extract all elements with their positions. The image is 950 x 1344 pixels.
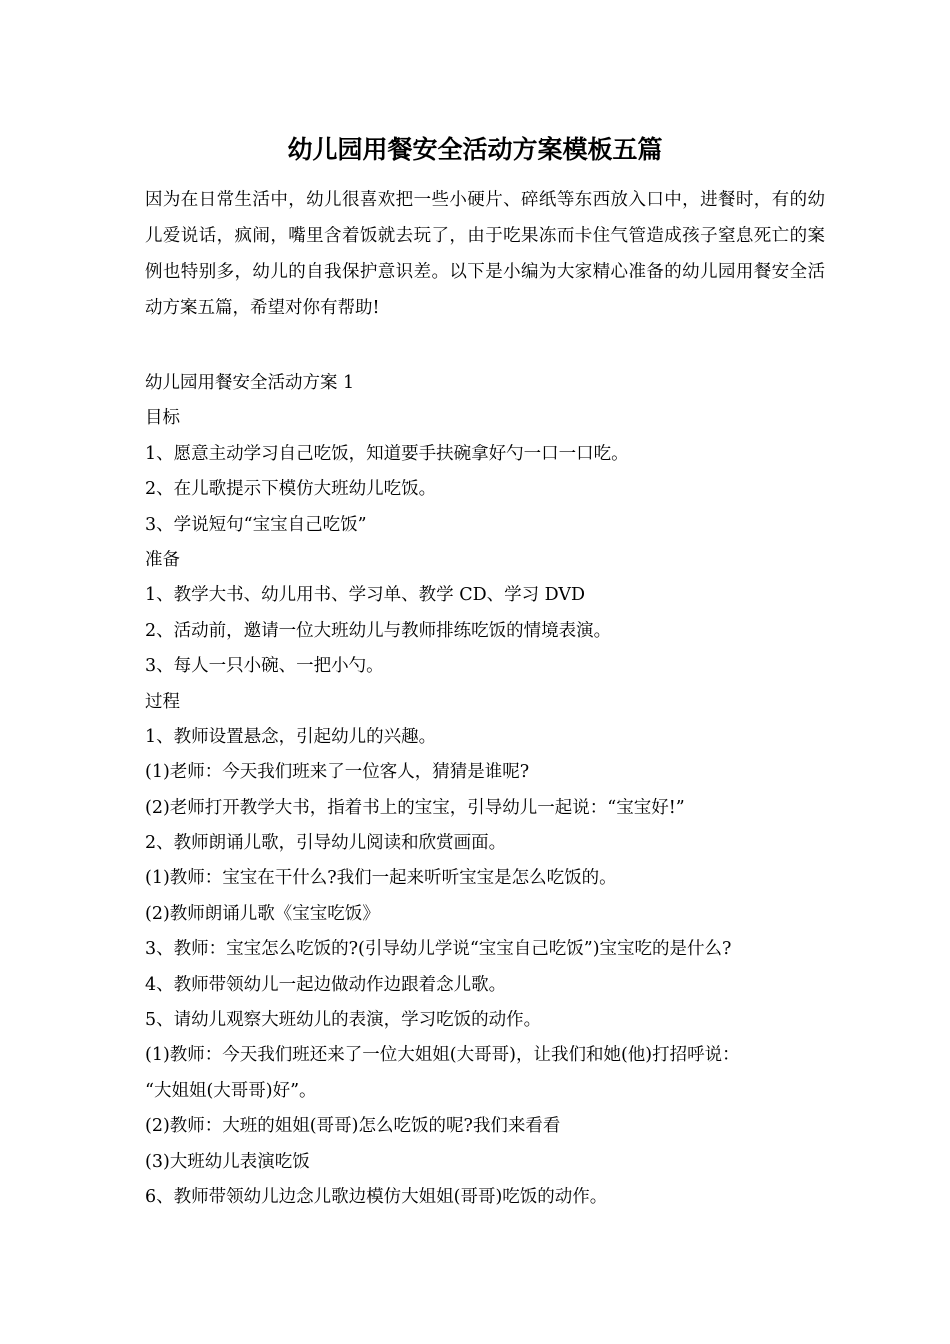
- text-line: (3)大班幼儿表演吃饭: [145, 1151, 310, 1172]
- text-line: 目标: [145, 408, 180, 429]
- text-line: 1、愿意主动学习自己吃饭，知道要手扶碗拿好勺一口一口吃。: [145, 443, 629, 464]
- text-line: 2、教师朗诵儿歌，引导幼儿阅读和欣赏画面。: [145, 833, 507, 854]
- text-line: (2)教师朗诵儿歌《宝宝吃饭》: [145, 903, 380, 924]
- document-title: 幼儿园用餐安全活动方案模板五篇: [287, 135, 663, 164]
- text-line: (2)老师打开教学大书，指着书上的宝宝，引导幼儿一起说：“宝宝好!”: [145, 797, 685, 818]
- body-text: [145, 366, 825, 1215]
- text-line: 幼儿园用餐安全活动方案 1: [145, 373, 355, 393]
- text-line: 1、教学大书、幼儿用书、学习单、教学 CD、学习 DVD: [145, 585, 586, 606]
- text-line: 3、学说短句“宝宝自己吃饭”: [145, 514, 367, 535]
- text-line: 4、教师带领幼儿一起边做动作边跟着念儿歌。: [145, 974, 507, 995]
- text-line: (1)老师：今天我们班来了一位客人，猜猜是谁呢?: [145, 762, 530, 783]
- text-line: 1、教师设置悬念，引起幼儿的兴趣。: [145, 726, 437, 747]
- text-line: (1)教师：今天我们班还来了一位大姐姐(大哥哥)，让我们和她(他)打招呼说：: [145, 1045, 740, 1066]
- text-line: “大姐姐(大哥哥)好”。: [145, 1080, 317, 1101]
- text-line: 过程: [145, 691, 180, 712]
- text-line: 2、在儿歌提示下模仿大班幼儿吃饭。: [145, 479, 437, 500]
- text-line: 3、每人一只小碗、一把小勺。: [145, 656, 384, 677]
- text-line: (2)教师：大班的姐姐(哥哥)怎么吃饭的呢?我们来看看: [145, 1116, 561, 1137]
- text-line: 准备: [145, 549, 180, 570]
- text-line: 5、请幼儿观察大班幼儿的表演，学习吃饭的动作。: [145, 1010, 542, 1031]
- text-line: 6、教师带领幼儿边念儿歌边模仿大姐姐(哥哥)吃饭的动作。: [145, 1186, 608, 1207]
- text-line: (1)教师：宝宝在干什么?我们一起来听听宝宝是怎么吃饭的。: [145, 868, 617, 889]
- text-line: 2、活动前，邀请一位大班幼儿与教师排练吃饭的情境表演。: [145, 620, 612, 641]
- intro-paragraph: 因为在日常生活中，幼儿很喜欢把一些小硬片、碎纸等东西放入口中，进餐时，有的幼儿爱说话，疯闹，嘴里含着饭就去玩了，由于吃果冻而卡住气管造成孩子窒息死亡的案例也特别多，幼儿的自我保护意识差。以下是小编为大家精心准备的幼儿园用餐安全活动方案五篇，希望对你有帮助!: [145, 190, 825, 318]
- text-line: 3、教师：宝宝怎么吃饭的?(引导幼儿学说“宝宝自己吃饭”)宝宝吃的是什么?: [145, 939, 732, 960]
